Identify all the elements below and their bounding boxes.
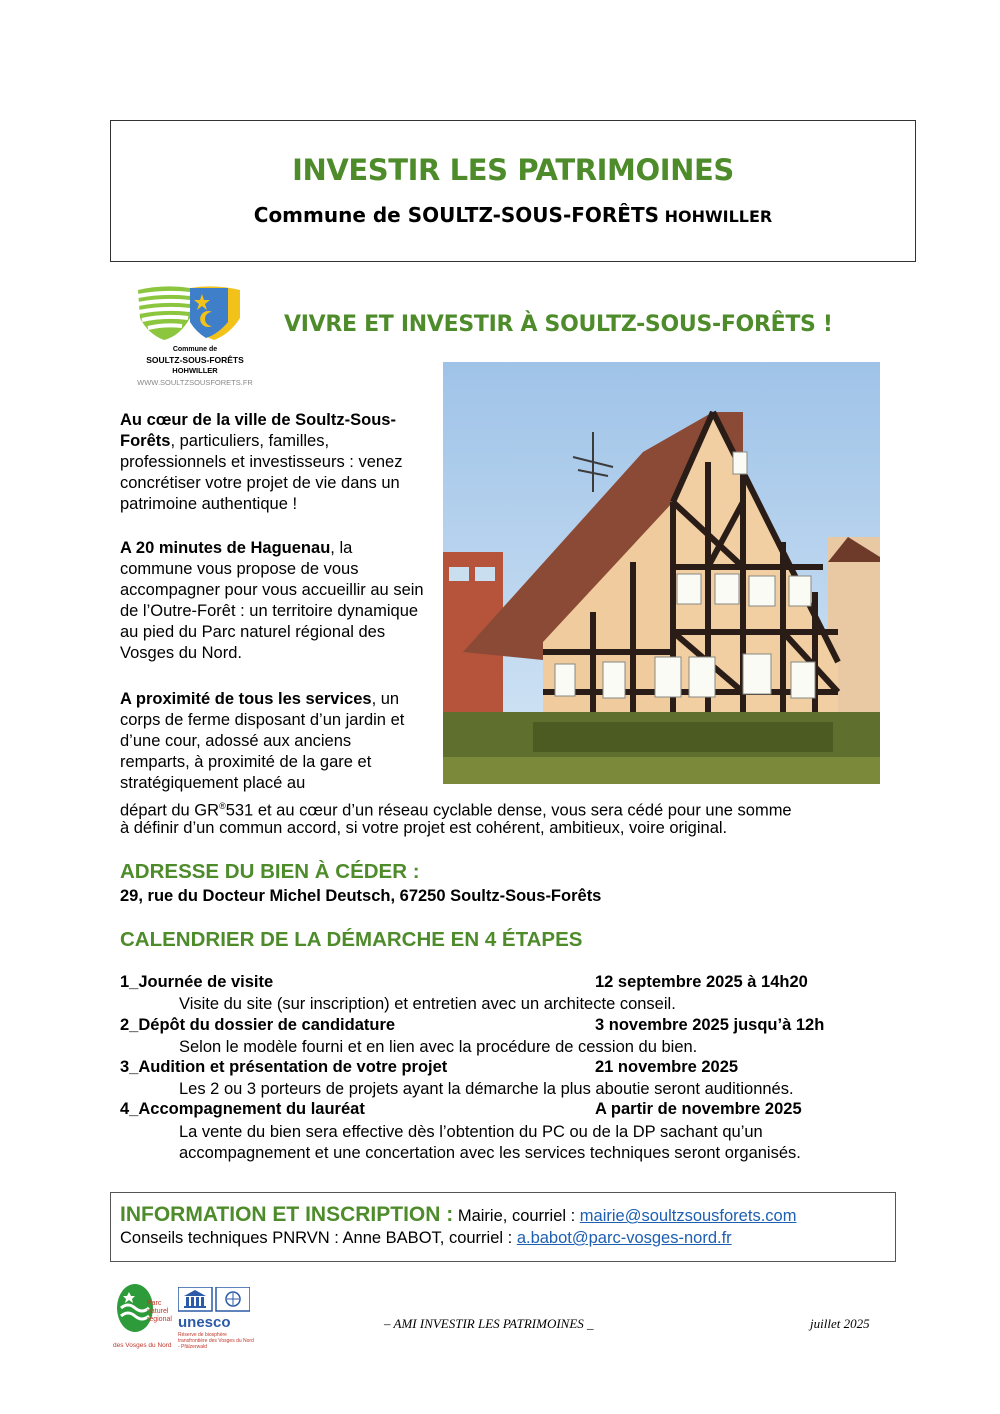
step-1-date: 12 septembre 2025 à 14h20 <box>595 973 808 991</box>
house-photo <box>443 362 880 784</box>
logo-line1: Commune de <box>172 346 218 353</box>
pnr-line3: régional <box>147 1316 172 1323</box>
intro-p3-rest: , un corps de ferme disposant d’un jardin et d’une cour, adossé aux anciens remparts, à proximité de la gare et stratégiquement placé au <box>120 690 405 792</box>
logo-line2: SOULTZ-SOUS-FORÊTS <box>146 355 244 365</box>
intro-p3-bold: A proximité de tous les services <box>120 690 372 708</box>
subtitle-place2: HOHWILLER <box>659 207 773 226</box>
unesco-label: unesco <box>178 1314 231 1331</box>
pnr-text <box>147 1300 177 1324</box>
calendar-heading: CALENDRIER DE LA DÉMARCHE EN 4 ÉTAPES <box>120 928 583 951</box>
logo-line3: HOHWILLER <box>172 366 218 375</box>
step-3-title: 3_Audition et présentation de votre projet <box>120 1058 448 1076</box>
page-subtitle <box>111 203 915 227</box>
info-line2-text: Conseils techniques PNRVN : Anne BABOT, courriel : <box>120 1229 517 1247</box>
mairie-email-link[interactable]: mairie@soultzsousforets.com <box>579 1207 797 1225</box>
step-4-description-line1: La vente du bien sera effective dès l’obtention du PC ou de la DP sachant qu’un <box>179 1123 763 1141</box>
step-4-description-line2: accompagnement et une concertation avec les services techniques seront organisés. <box>179 1144 801 1162</box>
subtitle-prefix: Commune de <box>253 203 408 227</box>
intro-p3-cont-b: 531 et au cœur d’un réseau cyclable dense, vous sera cédé pour une somme <box>225 801 792 820</box>
intro-p2-bold: A 20 minutes de Haguenau <box>120 539 331 557</box>
intro-paragraph-1 <box>120 410 425 515</box>
pnr-line1: Parc <box>147 1300 162 1307</box>
intro-paragraph-3 <box>120 689 425 794</box>
babot-email-link[interactable]: a.babot@parc-vosges-nord.fr <box>516 1229 732 1247</box>
footer-center-text: – AMI INVESTIR LES PATRIMOINES _ <box>384 1316 594 1331</box>
address-value: 29, rue du Docteur Michel Deutsch, 67250 Soultz-Sous-Forêts <box>120 887 602 905</box>
unesco-logo <box>178 1287 256 1353</box>
intro-paragraph-2 <box>120 538 425 664</box>
subtitle-place: SOULTZ-SOUS-FORÊTS <box>407 203 660 227</box>
info-line-2 <box>120 1229 732 1248</box>
title-box <box>110 120 916 262</box>
step-4-title: 4_Accompagnement du lauréat <box>120 1100 365 1118</box>
registered-mark: ® <box>219 801 226 811</box>
info-line-1 <box>120 1203 796 1227</box>
logo-url: WWW.SOULTZSOUSFORETS.FR <box>137 378 253 387</box>
footer-date: juillet 2025 <box>810 1316 870 1331</box>
pnr-line2: naturel <box>147 1308 169 1315</box>
intro-p2-rest: , la commune vous propose de vous accompagner pour vous accueillir au sein de l’Outre-Forêt : un territoire dynamique au pied du Parc naturel régional des Vosges du Nord. <box>120 539 424 662</box>
step-2-date: 3 novembre 2025 jusqu’à 12h <box>595 1016 825 1034</box>
pnr-logo <box>113 1282 175 1354</box>
page-title: INVESTIR LES PATRIMOINES <box>292 153 734 187</box>
info-heading: INFORMATION ET INSCRIPTION : <box>120 1203 454 1226</box>
step-1-title: 1_Journée de visite <box>120 973 274 991</box>
step-2-title: 2_Dépôt du dossier de candidature <box>120 1016 396 1034</box>
information-box <box>110 1192 896 1262</box>
unesco-subtext: Réserve de biosphère transfrontière des Vosges du Nord - Pfälzerwald <box>178 1332 254 1350</box>
step-4-date: A partir de novembre 2025 <box>595 1100 802 1118</box>
intro-p3-cont-a: départ du GR <box>120 801 220 820</box>
info-line1-text: Mairie, courriel : <box>453 1207 580 1225</box>
commune-logo <box>130 282 260 390</box>
headline: VIVRE ET INVESTIR À SOULTZ-SOUS-FORÊTS ! <box>284 312 833 337</box>
intro-p1-bold: Au cœur de la ville de Soultz-Sous-Forêts <box>120 411 396 450</box>
step-1-description: Visite du site (sur inscription) et entretien avec un architecte conseil. <box>179 995 676 1013</box>
step-3-date: 21 novembre 2025 <box>595 1058 739 1076</box>
coat-of-arms-icon <box>130 282 260 344</box>
step-3-description: Les 2 ou 3 porteurs de projets ayant la démarche la plus aboutie seront auditionnés. <box>179 1080 794 1098</box>
unesco-temple-icon <box>178 1287 250 1313</box>
address-heading: ADRESSE DU BIEN À CÉDER : <box>120 860 420 883</box>
step-2-description: Selon le modèle fourni et en lien avec la procédure de cession du bien. <box>179 1038 698 1056</box>
pnr-line4: des Vosges du Nord <box>113 1342 172 1349</box>
intro-p1-rest: , particuliers, familles, professionnels et investisseurs : venez concrétiser votre projet de vie dans un patrimoine authentique ! <box>120 432 403 513</box>
intro-paragraph-3-last-line: à définir d’un commun accord, si votre projet est cohérent, ambitieux, voire original. <box>120 819 728 837</box>
